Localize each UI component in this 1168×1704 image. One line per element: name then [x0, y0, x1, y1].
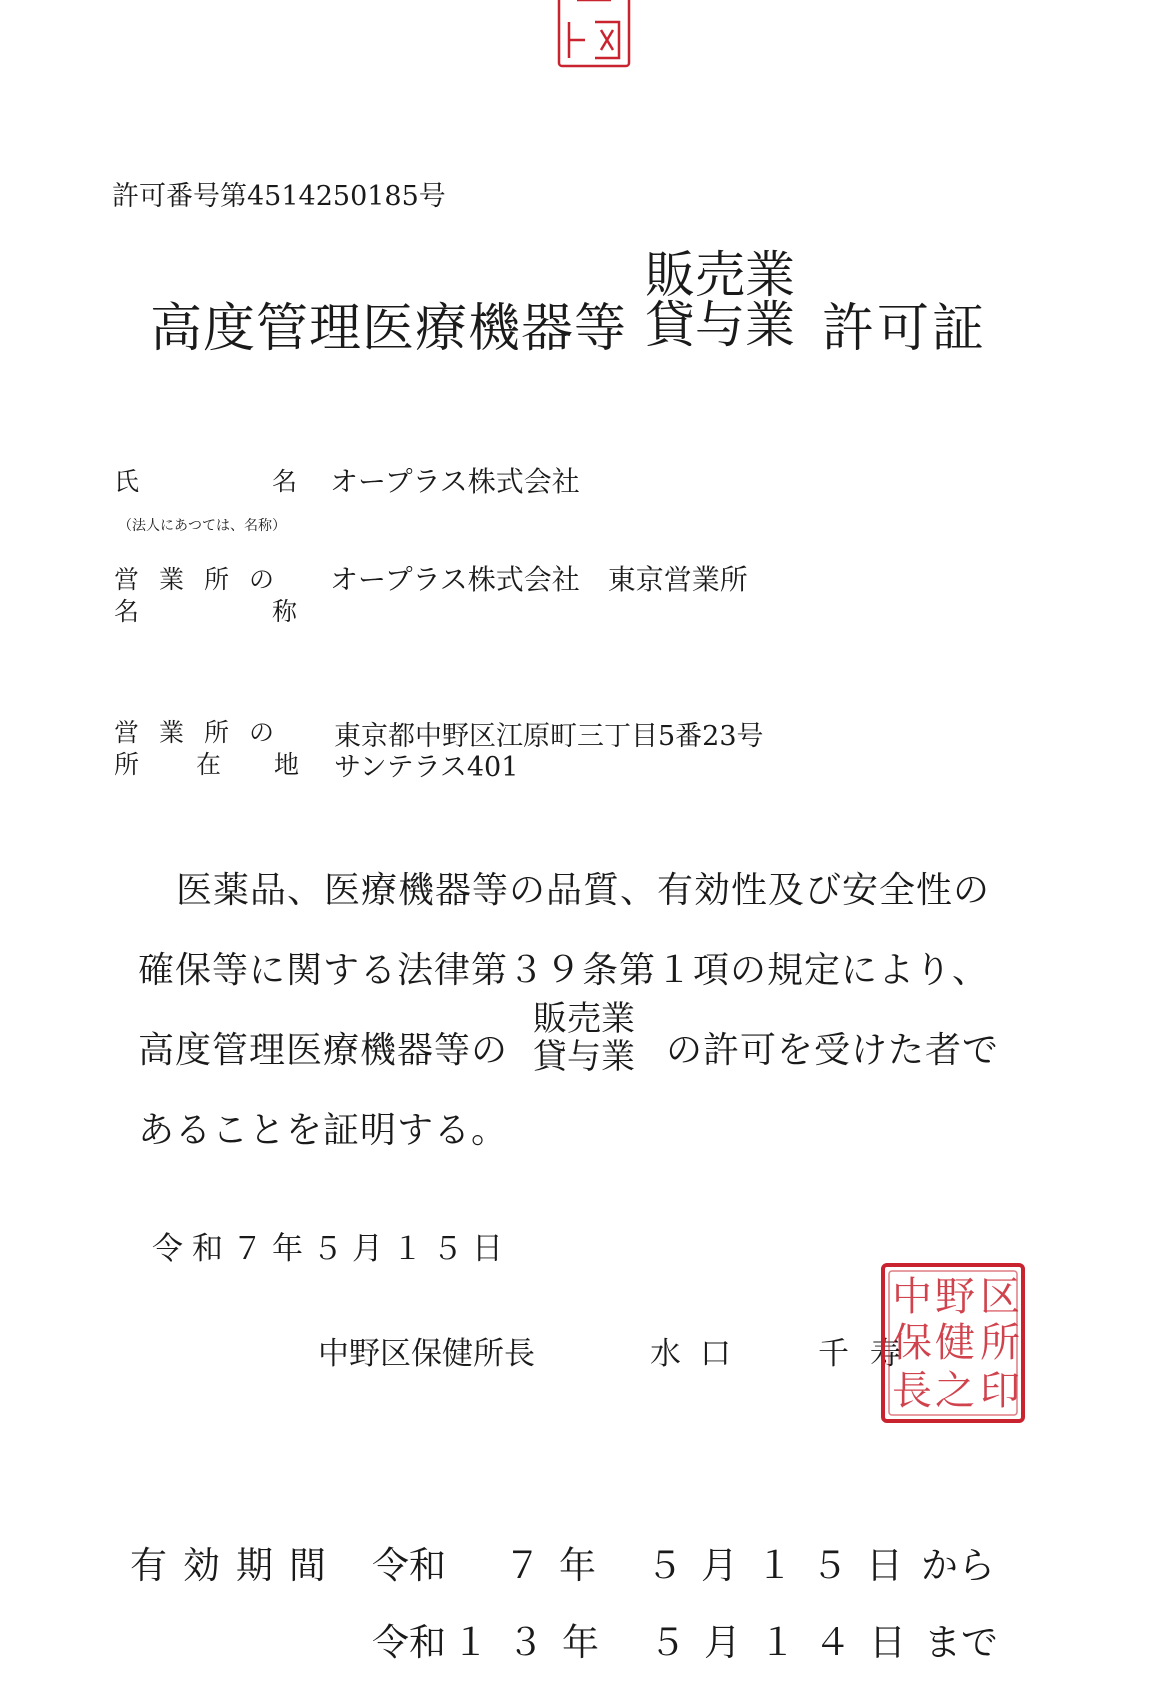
- body-line3-suffix: の許可を受けた者で: [666, 1030, 1000, 1071]
- seal-col3-char1: 中: [892, 1274, 932, 1319]
- corporation-note: （法人にあつては、名称）: [118, 518, 286, 534]
- location-address-line1: 東京都中野区江原町三丁目5番23号: [334, 721, 764, 752]
- office-name-value: オープラス株式会社 東京営業所: [330, 563, 748, 596]
- office-name-label-char-a: 名: [114, 597, 140, 626]
- seal-col2-char3: 之: [935, 1368, 975, 1413]
- validity-to-era: 令和: [372, 1621, 446, 1664]
- name-label-second: 名: [272, 467, 298, 496]
- location-label-char-a: 所: [114, 750, 140, 779]
- seal-col1-char1: 区: [980, 1274, 1020, 1319]
- validity-from: [372, 1535, 995, 1589]
- office-name-label-line1: 営業所の: [114, 565, 295, 594]
- issuer-title: 中野区保健所長: [318, 1336, 535, 1372]
- permit-number: 許可番号第4514250185号: [112, 181, 446, 212]
- validity-from-suffix: から: [921, 1544, 995, 1587]
- title-main: 高度管理医療機器等: [150, 299, 628, 359]
- name-label-first: 氏: [114, 467, 140, 496]
- official-seal-stamp: [880, 1262, 1026, 1424]
- top-seal-stamp: [555, 0, 633, 72]
- seal-col3-char2: 保: [892, 1320, 932, 1365]
- title-stack-bottom: 貸与業: [645, 296, 795, 354]
- location-label-char-b: 在: [196, 750, 222, 779]
- issuer-name-char-2: 口: [700, 1336, 731, 1372]
- seal-col1-char3: 印: [980, 1368, 1020, 1413]
- office-name-label-line2: [114, 592, 296, 628]
- body-stack-top: 販売業: [533, 999, 635, 1039]
- validity-to-month-day: ５月１４日: [649, 1621, 924, 1664]
- location-label-line1: 営業所の: [114, 718, 295, 747]
- title-suffix: 許可証: [822, 299, 988, 359]
- seal-col2-char1: 野: [935, 1274, 975, 1319]
- office-name-label-char-b: 称: [272, 597, 298, 626]
- location-address-line2: サンテラス401: [334, 752, 519, 783]
- validity-from-era: 令和: [372, 1544, 446, 1587]
- seal-col3-char3: 長: [892, 1368, 932, 1413]
- title-business-type-stack: [645, 246, 795, 354]
- body-line4: あることを証明する。: [138, 1110, 509, 1151]
- seal-col2-char2: 健: [935, 1320, 975, 1365]
- location-label-line2: [114, 745, 300, 781]
- validity-to-year: １３年: [452, 1621, 617, 1664]
- title-stack-top: 販売業: [645, 246, 795, 304]
- location-label-char-c: 地: [274, 750, 300, 779]
- seal-col1-char2: 所: [980, 1320, 1020, 1365]
- validity-from-year: ７年: [504, 1544, 614, 1587]
- name-value: オープラス株式会社: [330, 465, 580, 498]
- validity-to-suffix: まで: [924, 1621, 998, 1664]
- issuer-name-char-3: 千: [818, 1336, 849, 1372]
- issue-date: 令和７年５月１５日: [152, 1231, 512, 1267]
- issuer-name-char-4: 寿: [870, 1336, 901, 1372]
- body-line1: 医薬品、医療機器等の品質、有効性及び安全性の: [176, 870, 991, 911]
- body-line3-prefix: 高度管理医療機器等の: [138, 1030, 509, 1071]
- validity-from-month-day: ５月１５日: [646, 1544, 921, 1587]
- issuer-name-char-1: 水: [650, 1336, 681, 1372]
- body-line2: 確保等に関する法律第３９条第１項の規定により、: [138, 950, 990, 991]
- validity-to: [372, 1612, 998, 1666]
- body-business-type-stack: [533, 1000, 635, 1076]
- body-stack-bottom: 貸与業: [533, 1037, 635, 1077]
- validity-label: 有効期間: [130, 1544, 342, 1587]
